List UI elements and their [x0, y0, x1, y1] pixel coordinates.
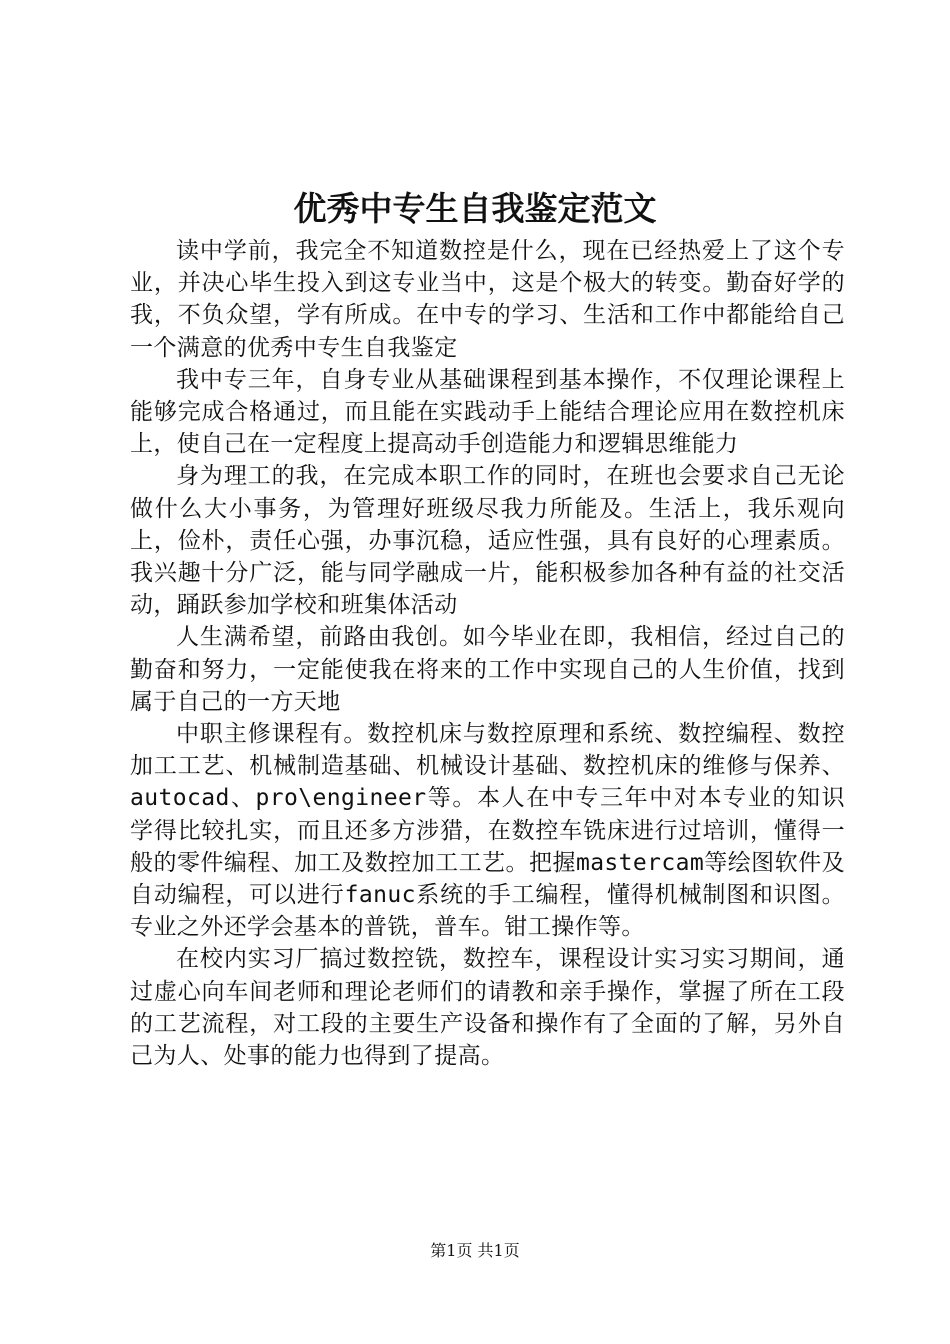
paragraph-4: 人生满希望，前路由我创。如今毕业在即，我相信，经过自己的勤奋和努力，一定能使我在将来的工作中实现自己的人生价值，找到属于自己的一方天地 [130, 624, 845, 715]
paragraph-3: 身为理工的我，在完成本职工作的同时，在班也会要求自己无论做什么大小事务，为管理好班级尽我力所能及。生活上，我乐观向上，俭朴，责任心强，办事沉稳，适应性强，具有良好的心理素质。我兴趣十分广泛，能与同学融成一片，能积极参加各种有益的社交活动，踊跃参加学校和班集体活动 [130, 463, 845, 619]
paragraph-2: 我中专三年，自身专业从基础课程到基本操作，不仅理论课程上能够完成合格通过，而且能在实践动手上能结合理论应用在数控机床上，使自己在一定程度上提高动手创造能力和逻辑思维能力 [130, 366, 845, 458]
paragraph-6: 在校内实习厂搞过数控铣，数控车，课程设计实习实习期间，通过虚心向车间老师和理论老师们的请教和亲手操作，掌握了所在工段的工艺流程，对工段的主要生产设备和操作有了全面的了解，另外自己为人、处事的能力也得到了提高。 [130, 946, 845, 1070]
paragraph-1: 读中学前，我完全不知道数控是什么，现在已经热爱上了这个专业，并决心毕生投入到这专业当中，这是个极大的转变。勤奋好学的我，不负众望，学有所成。在中专的学习、生活和工作中都能给自己一个满意的优秀中专生自我鉴定 [130, 238, 845, 361]
paragraph-5: 中职主修课程有。数控机床与数控原理和系统、数控编程、数控加工工艺、机械制造基础、机械设计基础、数控机床的维修与保养、autocad、pro\engineer等。本人在中专三年中对本专业的知识学得比较扎实，而且还多方涉猎，在数控车铣床进行过培训，懂得一般的零件编程、加工及数控加工工艺。把握mastercam等绘图软件及自动编程，可以进行fanuc系统的手工编程，懂得机械制图和识图。专业之外还学会基本的普铣，普车。钳工操作等。 [130, 721, 845, 941]
document-body [130, 235, 845, 1072]
page-footer: 第1页 共1页 [430, 1241, 520, 1260]
document-title: 优秀中专生自我鉴定范文 [293, 189, 657, 228]
